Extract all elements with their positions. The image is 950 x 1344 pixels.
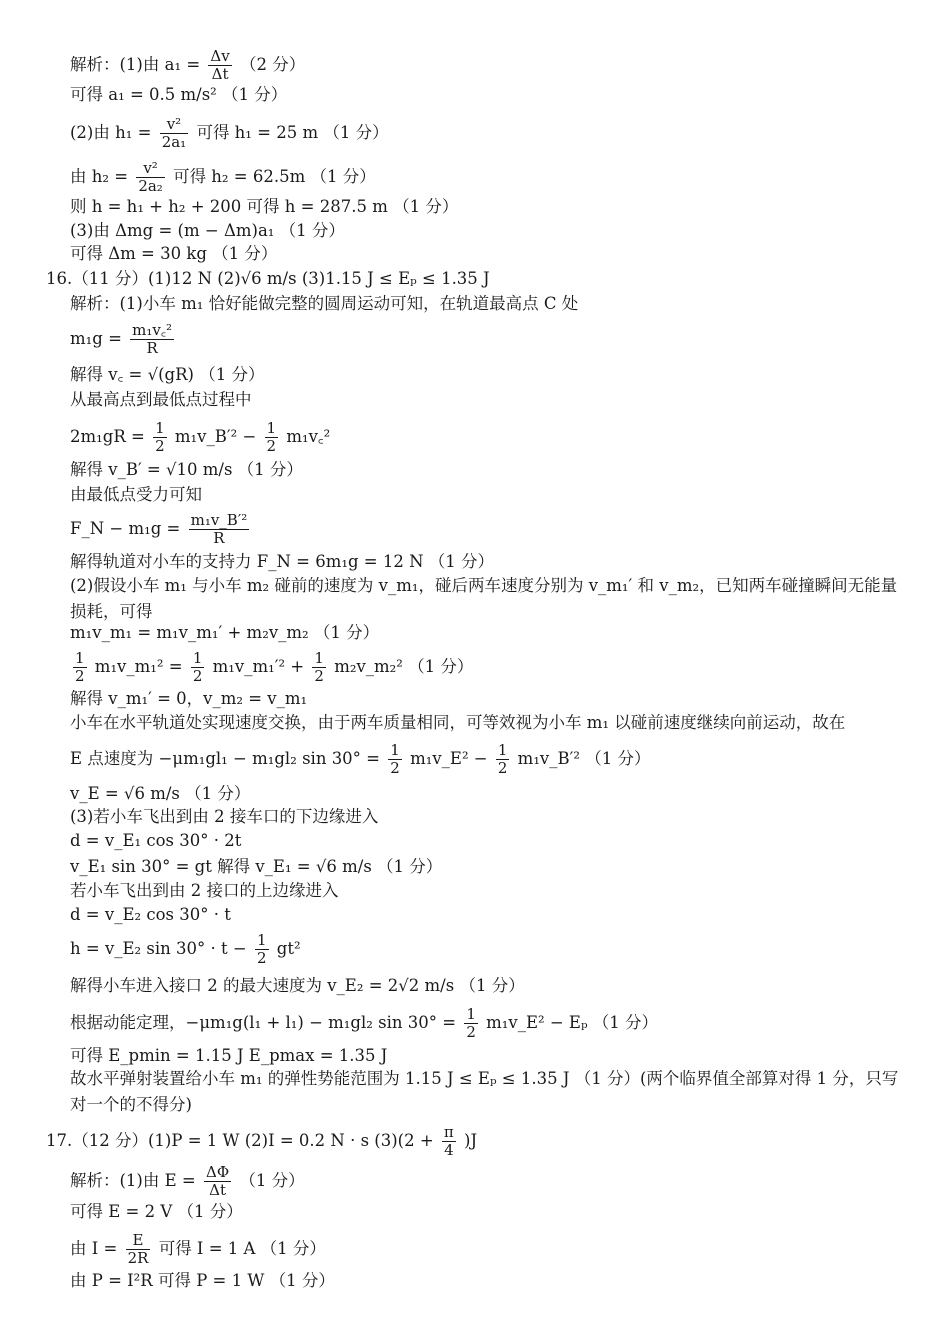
q15-line-3: (2)由 h₁ = $\frac{\text{v²}}{\text{2a₁}}$ 可得 h₁ = 25 m （1 分） (70, 115, 389, 151)
fraction: $\frac{1}{2}$ (466, 1005, 476, 1041)
fraction: $\frac{1}{2}$ (390, 741, 400, 777)
q16-line-10: (2)假设小车 m₁ 与小车 m₂ 碰前的速度为 v_m₁，碰后两车速度分别为 v_m₁′ 和 v_m₂，已知两车碰撞瞬间无能量损耗，可得 (70, 576, 898, 621)
q16-line-19: v_E₁ sin 30° = gt 解得 v_E₁ = √6 m/s （1 分） (70, 857, 443, 876)
q16-line-17: (3)若小车飞出到由 2 接车口的下边缘进入 (70, 807, 379, 826)
q16-line-15: E 点速度为 −μm₁gl₁ − m₁gl₂ sin 30° = $\frac{1}{2}$ m₁v_E² − $\frac{1}{2}$ m₁v_B′² （1 分） (70, 741, 651, 777)
q17-heading: 17.（12 分）(1)P = 1 W (2)I = 0.2 N · s (3)(2 + $\frac{\pi}{4}$ )J (46, 1123, 478, 1159)
fraction: $\frac{\pi}{4}$ (443, 1123, 454, 1159)
q16-line-3: 解得 v꜀ = √(gR) （1 分） (70, 365, 265, 384)
q15-line-7: 可得 Δm = 30 kg （1 分） (70, 244, 278, 263)
q16-line-26: 故水平弹射装置给小车 m₁ 的弹性势能范围为 1.15 J ≤ Eₚ ≤ 1.35 J （1 分）(两个临界值全部算对得 1 分，只写对一个的不得分) (70, 1069, 899, 1114)
fraction: $\frac{1}{2}$ (155, 419, 165, 455)
q15-line-4: 由 h₂ = $\frac{\text{v²}}{\text{2a₂}}$ 可得 h₂ = 62.5m （1 分） (70, 159, 376, 195)
q16-line-11: m₁v_m₁ = m₁v_m₁′ + m₂v_m₂ （1 分） (70, 623, 380, 642)
q16-line-13: 解得 v_m₁′ = 0，v_m₂ = v_m₁ (70, 689, 308, 708)
fraction: $\frac{1}{2}$ (314, 649, 324, 685)
fraction: $\frac{\text{m₁v꜀²}}{R}$ (132, 321, 173, 357)
q17-line-3: 由 I = $\frac{E}{2R}$ 可得 I = 1 A （1 分） (70, 1231, 326, 1267)
q17-line-2: 可得 E = 2 V （1 分） (70, 1202, 243, 1221)
fraction: $\frac{\text{v²}}{\text{2a₂}}$ (138, 159, 163, 195)
fraction: $\frac{\text{v²}}{\text{2a₁}}$ (161, 115, 187, 151)
fraction: $\frac{1}{2}$ (256, 931, 267, 967)
fraction: $\frac{\Delta\Phi}{\Delta t}$ (205, 1163, 230, 1199)
q16-line-14: 小车在水平轨道处实现速度交换，由于两车质量相同，可等效视为小车 m₁ 以碰前速度继续向前运动，故在 (70, 713, 846, 732)
q16-line-9: 解得轨道对小车的支持力 F_N = 6m₁g = 12 N （1 分） (70, 552, 494, 571)
fraction: $\frac{1}{2}$ (192, 649, 203, 685)
q17-line-4: 由 P = I²R 可得 P = 1 W （1 分） (70, 1271, 335, 1290)
q16-line-23: 解得小车进入接口 2 的最大速度为 v_E₂ = 2√2 m/s （1 分） (70, 976, 525, 995)
q16-line-7: 由最低点受力可知 (70, 485, 202, 504)
q16-line-21: d = v_E₂ cos 30° · t (70, 905, 231, 924)
q16-line-22: h = v_E₂ sin 30° · t − $\frac{1}{2}$ gt² (70, 931, 301, 967)
fraction: $\frac{E}{2R}$ (127, 1231, 149, 1267)
q16-line-4: 从最高点到最低点过程中 (70, 390, 252, 409)
q15-line-5: 则 h = h₁ + h₂ + 200 可得 h = 287.5 m （1 分） (70, 197, 459, 216)
q16-line-25: 可得 E_pmin = 1.15 J E_pmax = 1.35 J (70, 1046, 388, 1065)
q16-heading: 16.（11 分）(1)12 N (2)√6 m/s (3)1.15 J ≤ Eₚ ≤ 1.35 J (46, 269, 490, 288)
q16-line-6: 解得 v_B′ = √10 m/s （1 分） (70, 460, 303, 479)
q16-line-2: m₁g = $\frac{\text{m₁v꜀²}}{R}$ (70, 321, 173, 357)
q16-line-5: 2m₁gR = $\frac{1}{2}$ m₁v_B′² − $\frac{1}{2}$ m₁v꜀² (70, 419, 331, 455)
fraction: $\frac{1}{2}$ (75, 649, 85, 685)
q17-line-1: 解析：(1)由 E = $\frac{\Delta\Phi}{\Delta t}$ （1 分） (70, 1163, 305, 1199)
fraction: $\frac{1}{2}$ (266, 419, 277, 455)
fraction: $\frac{\Delta v}{\Delta t}$ (210, 47, 230, 83)
q16-line-12: $\frac{1}{2}$ m₁v_m₁² = $\frac{1}{2}$ m₁v_m₁′² + $\frac{1}{2}$ m₂v_m₂² （1 分） (75, 649, 474, 685)
q15-line-1: 解析：(1)由 a₁ = $\frac{\Delta v}{\Delta t}$ （2 分） (70, 47, 306, 83)
q16-line-18: d = v_E₁ cos 30° · 2t (70, 831, 242, 850)
q15-line-6: (3)由 Δmg = (m − Δm)a₁ （1 分） (70, 221, 345, 240)
q16-line-16: v_E = √6 m/s （1 分） (70, 784, 251, 803)
q16-line-1: 解析：(1)小车 m₁ 恰好能做完整的圆周运动可知，在轨道最高点 C 处 (70, 294, 579, 313)
q15-line-2: 可得 a₁ = 0.5 m/s² （1 分） (70, 85, 288, 104)
fraction: $\frac{1}{2}$ (497, 741, 508, 777)
q16-line-24: 根据动能定理，−μm₁g(l₁ + l₁) − m₁gl₂ sin 30° = $\frac{1}{2}$ m₁v_E² − Eₚ （1 分） (70, 1005, 659, 1041)
fraction: $\frac{\text{m₁v\_B′²}}{R}$ (190, 511, 248, 547)
q16-line-20: 若小车飞出到由 2 接口的上边缘进入 (70, 881, 339, 900)
q16-line-8: F_N − m₁g = $\frac{\text{m₁v\_B′²}}{R}$ (70, 511, 248, 547)
